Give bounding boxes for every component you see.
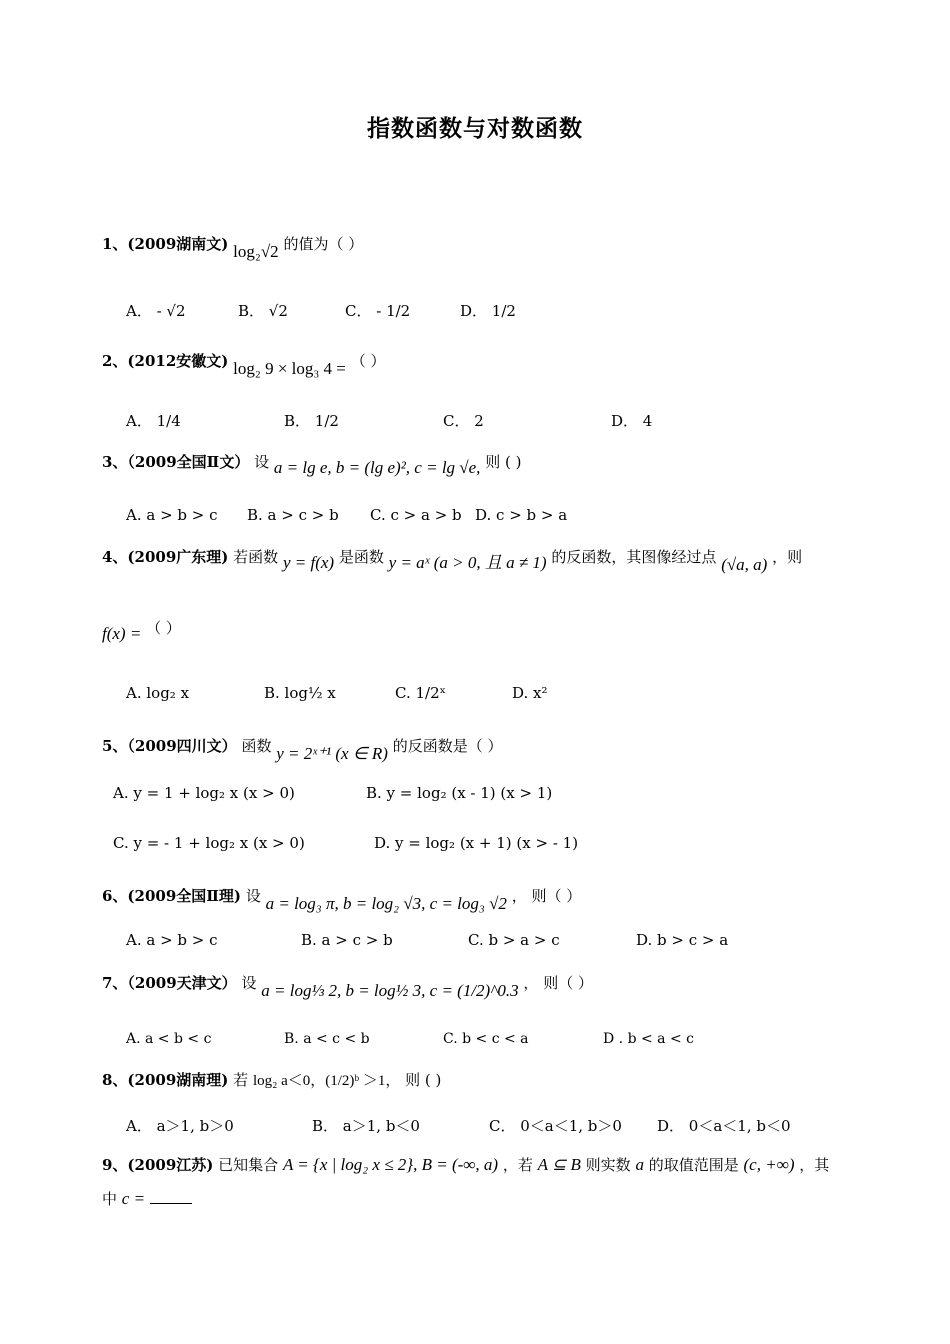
option-c: C． 0＜a＜1, b＞0 <box>489 1117 622 1135</box>
question-tail: ，其 <box>799 1156 830 1174</box>
question-label: 6、(2009全国Ⅱ理) <box>102 887 242 905</box>
question-label: 9、(2009江苏) <box>102 1156 214 1174</box>
condition-expression: A ⊆ B <box>537 1155 581 1174</box>
question-4 <box>102 542 803 574</box>
option-b: B． √2 <box>238 302 288 320</box>
option-b: B. a > c > b <box>247 506 339 524</box>
question-suffix: ， 则（ ） <box>523 974 593 992</box>
option-a: A. a < b < c <box>126 1031 212 1047</box>
option-c: C. b > a > c <box>468 931 560 949</box>
question-9 <box>102 1154 829 1175</box>
question-expression: log₂ a＜0，(1/2)ᵇ ＞1， <box>252 1073 401 1089</box>
question-6 <box>102 885 582 913</box>
option-d: D． 4 <box>611 412 653 430</box>
option-c: C． 2 <box>443 412 484 430</box>
question-mid: ，若 <box>502 1156 533 1174</box>
question-expression: a = lg e, b = (lg e)², c = lg √e, <box>273 458 481 477</box>
question-expression: log₂√2 <box>233 242 279 261</box>
question-prefix: 若 <box>233 1071 249 1089</box>
option-d: D . b < a < c <box>603 1031 694 1047</box>
question-label: 2、(2012安徽文) <box>102 352 229 370</box>
question-expression: a = log⅓ 2, b = log½ 3, c = (1/2)^0.3 <box>261 981 519 1000</box>
option-b: B． a＞1, b＜0 <box>312 1117 420 1135</box>
question-mid: 是函数 <box>338 548 384 566</box>
option-c: C. y = - 1 + log₂ x (x > 0) <box>113 834 305 852</box>
option-d: D. b > c > a <box>636 931 729 949</box>
option-d: D. y = log₂ (x + 1) (x > - 1) <box>374 834 579 852</box>
option-b: B. a > c > b <box>301 931 393 949</box>
range-expression: (c, +∞) <box>743 1155 795 1174</box>
question-4-line-2 <box>102 617 181 643</box>
question-label: 3、（2009全国Ⅱ文） <box>102 453 250 471</box>
option-d: D. x² <box>512 684 548 702</box>
option-d: D． 1/2 <box>460 302 516 320</box>
question-suffix: （ ） <box>350 352 386 370</box>
option-b: B． 1/2 <box>284 412 339 430</box>
question-suffix: 则实数 <box>585 1156 631 1174</box>
question-prefix: 设 <box>254 453 270 471</box>
question-suffix-2: 的取值范围是 <box>648 1156 739 1174</box>
option-a: A． a＞1, b＞0 <box>126 1117 234 1135</box>
question-suffix: 的反函数是（ ） <box>392 737 503 755</box>
answer-blank[interactable] <box>150 1203 192 1204</box>
question-prefix: 设 <box>241 974 257 992</box>
option-c: C． - 1/2 <box>345 302 411 320</box>
question-suffix: ， 则（ ） <box>511 887 582 905</box>
option-c: C. c > a > b <box>370 506 462 524</box>
option-a: A. log₂ x <box>126 684 190 702</box>
question-suffix: 的值为（ ） <box>283 235 364 253</box>
question-8 <box>102 1069 441 1090</box>
question-line2: 中 <box>102 1190 118 1208</box>
option-d: D. c > b > a <box>475 506 568 524</box>
question-expression-2: y = aˣ (a > 0, 且 a ≠ 1) <box>388 553 547 572</box>
option-b: B. log½ x <box>264 684 336 702</box>
question-expression: A = {x | log₂ x ≤ 2}, B = (-∞, a) <box>282 1155 499 1174</box>
option-b: B. a < c < b <box>284 1031 370 1047</box>
question-suffix: （ ） <box>146 619 181 637</box>
question-label: 1、(2009湖南文) <box>102 235 229 253</box>
question-expression: f(x) = <box>102 624 142 643</box>
option-a: A. y = 1 + log₂ x (x > 0) <box>113 784 295 802</box>
question-9-line-2 <box>102 1188 192 1209</box>
question-prefix: 函数 <box>241 737 272 755</box>
question-label: 5、（2009四川文） <box>102 737 237 755</box>
question-expression: a = log₃ π, b = log₂ √3, c = log₃ √2 <box>265 894 507 913</box>
question-suffix: 则 ( ) <box>405 1071 442 1089</box>
option-a: A. a > b > c <box>126 931 218 949</box>
point-expression: (√a, a) <box>721 555 768 574</box>
question-label: 7、（2009天津文） <box>102 974 237 992</box>
option-a: A． 1/4 <box>126 412 181 430</box>
question-5 <box>102 735 503 763</box>
question-suffix: 的反函数，其图像经过点 <box>551 548 717 566</box>
question-label: 4、(2009广东理) <box>102 548 229 566</box>
question-suffix: 则 ( ) <box>485 453 522 471</box>
question-expression: log₂ 9 × log₃ 4 = <box>233 359 346 378</box>
question-2 <box>102 350 386 378</box>
option-c: C. 1/2ˣ <box>395 684 446 702</box>
question-3 <box>102 451 522 477</box>
question-1 <box>102 233 364 261</box>
option-a: A. a > b > c <box>126 506 218 524</box>
option-d: D． 0＜a＜1, b＜0 <box>657 1117 791 1135</box>
page-title: 指数函数与对数函数 <box>367 115 583 142</box>
question-prefix: 已知集合 <box>218 1156 279 1174</box>
question-prefix: 若函数 <box>233 548 279 566</box>
question-label: 8、(2009湖南理) <box>102 1071 229 1089</box>
question-tail: ，则 <box>772 548 803 566</box>
option-b: B. y = log₂ (x - 1) (x > 1) <box>366 784 553 802</box>
option-a: A． - √2 <box>126 302 186 320</box>
question-7 <box>102 972 593 1000</box>
question-expression: y = 2ˣ⁺¹ (x ∈ R) <box>276 744 388 763</box>
variable-a: a <box>635 1155 644 1174</box>
option-c: C. b < c < a <box>443 1031 529 1047</box>
question-expression: y = f(x) <box>282 553 335 572</box>
question-prefix: 设 <box>245 887 261 905</box>
question-expression: c = <box>121 1189 146 1208</box>
